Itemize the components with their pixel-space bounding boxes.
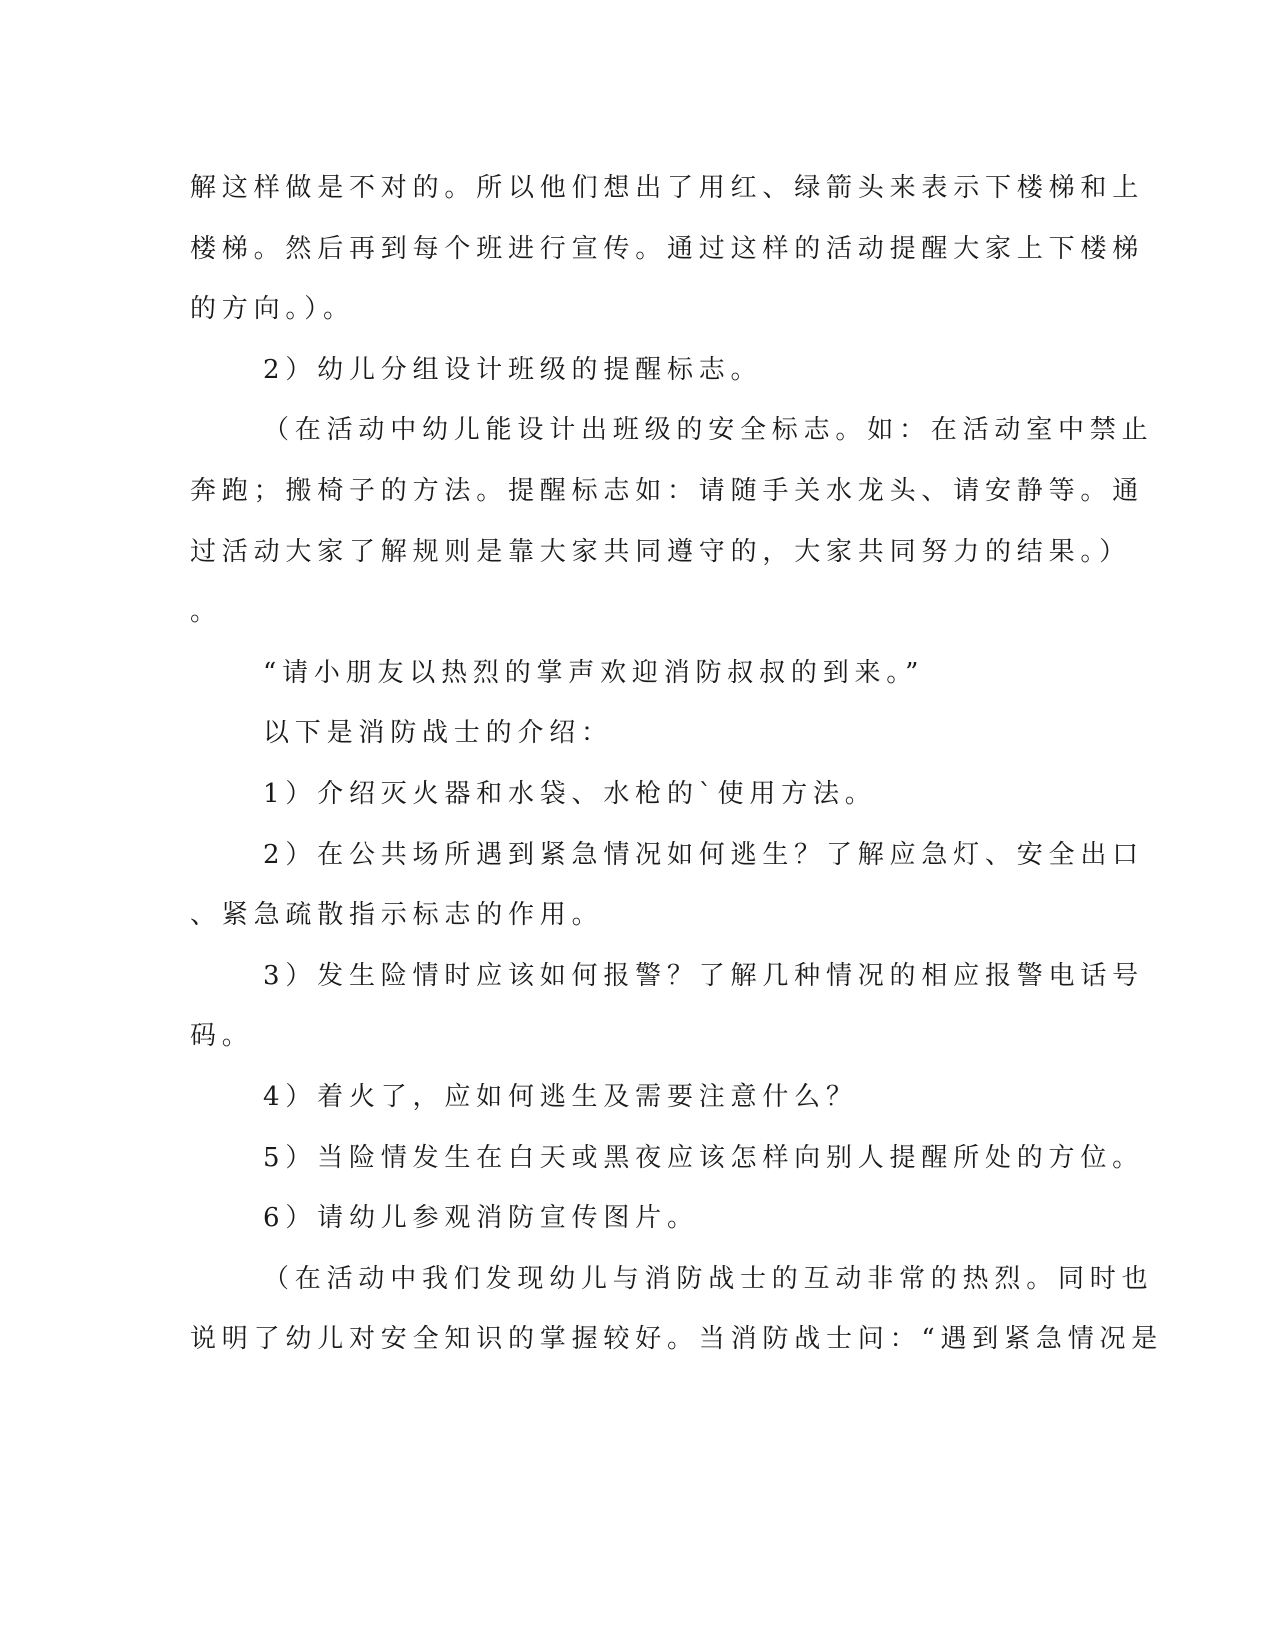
text-line: 。 [190,597,222,628]
text-line: 奔跑；搬椅子的方法。提醒标志如：请随手关水龙头、请安静等。通 [190,475,1145,506]
text-line: 4）着火了，应如何逃生及需要注意什么？ [263,1081,858,1112]
body-text [190,158,1164,1370]
text-line: 的方向。）。 [190,294,355,325]
text-line: 、紧急疏散指示标志的作用。 [190,900,604,931]
text-line: 过活动大家了解规则是靠大家共同遵守的，大家共同努力的结果。） [190,536,1132,567]
text-line: 以下是消防战士的介绍： [263,718,613,749]
text-line: 楼梯。然后再到每个班进行宣传。通过这样的活动提醒大家上下楼梯 [190,233,1145,264]
text-line: 说明了幼儿对安全知识的掌握较好。当消防战士问：“遇到紧急情况是 [190,1324,1164,1355]
text-line: 解这样做是不对的。所以他们想出了用红、绿箭头来表示下楼梯和上 [190,173,1145,203]
text-line: 5）当险情发生在白天或黑夜应该怎样向别人提醒所处的方位。 [263,1142,1144,1173]
text-line: 2）在公共场所遇到紧急情况如何逃生？了解应急灯、安全出口 [263,839,1144,870]
text-line: 1）介绍灭火器和水袋、水枪的`使用方法。 [263,778,877,809]
text-line: 3）发生险情时应该如何报警？了解几种情况的相应报警电话号 [263,960,1144,991]
text-line: （在活动中我们发现幼儿与消防战士的互动非常的热烈。同时也 [263,1263,1154,1294]
text-line: 码。 [190,1021,254,1052]
text-line: 6）请幼儿参观消防宣传图片。 [263,1203,699,1234]
text-line: （在活动中幼儿能设计出班级的安全标志。如：在活动室中禁止 [263,415,1154,446]
text-line: 2）幼儿分组设计班级的提醒标志。 [263,354,763,385]
text-line: “请小朋友以热烈的掌声欢迎消防叔叔的到来。” [263,657,925,688]
